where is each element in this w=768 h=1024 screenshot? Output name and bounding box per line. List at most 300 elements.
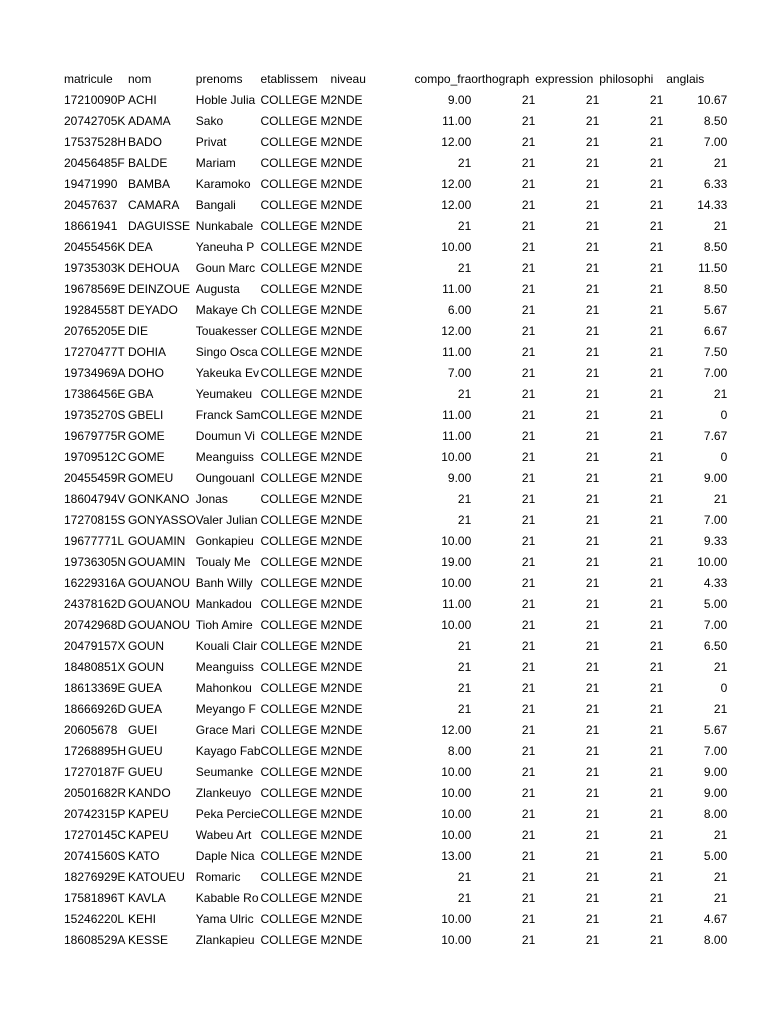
table-cell[interactable]: 21 — [585, 386, 600, 401]
table-cell[interactable]: 2NDE — [330, 386, 363, 401]
table-cell[interactable]: COLLEGE M — [260, 680, 331, 695]
table-cell[interactable]: GOUN — [128, 659, 164, 674]
table-cell[interactable]: COLLEGE M — [260, 575, 331, 590]
table-cell[interactable]: Yaneuha P — [195, 239, 255, 254]
table-cell[interactable]: Yakeuka Ev — [195, 365, 259, 380]
table-cell[interactable]: 6.67 — [703, 323, 728, 338]
table-cell[interactable]: 21 — [585, 932, 600, 947]
table-cell[interactable]: 19678569E — [64, 281, 126, 296]
table-cell[interactable]: GUEA — [128, 701, 163, 716]
table-cell[interactable]: COLLEGE M — [260, 92, 331, 107]
table-cell[interactable]: 21 — [713, 890, 728, 905]
table-cell[interactable]: 2NDE — [330, 617, 363, 632]
table-cell[interactable]: 17581896T — [64, 890, 125, 905]
table-cell[interactable]: 21 — [713, 659, 728, 674]
table-cell[interactable]: COLLEGE M — [260, 155, 331, 170]
table-cell[interactable]: 21 — [585, 680, 600, 695]
table-cell[interactable]: 20456485F — [64, 155, 125, 170]
table-cell[interactable]: ACHI — [128, 92, 157, 107]
table-cell[interactable]: 21 — [521, 260, 536, 275]
table-cell[interactable]: COLLEGE M — [260, 911, 331, 926]
table-cell[interactable]: Doumun Vi — [195, 428, 255, 443]
table-cell[interactable]: 9.00 — [447, 92, 472, 107]
table-cell[interactable]: Bangali — [195, 197, 236, 212]
table-cell[interactable]: 11.00 — [442, 113, 472, 128]
table-cell[interactable]: 21 — [585, 848, 600, 863]
table-cell[interactable]: 21 — [585, 785, 600, 800]
table-cell[interactable]: 21 — [649, 491, 664, 506]
table-cell[interactable]: 10.00 — [441, 617, 472, 632]
table-cell[interactable]: KAPEU — [128, 806, 169, 821]
table-cell[interactable]: 21 — [585, 764, 600, 779]
table-cell[interactable]: KATOUEU — [128, 869, 185, 884]
table-cell[interactable]: 21 — [649, 407, 664, 422]
table-cell[interactable]: 21 — [521, 659, 536, 674]
table-cell[interactable]: 2NDE — [330, 785, 363, 800]
table-cell[interactable]: 21 — [649, 281, 664, 296]
table-cell[interactable]: Meanguiss — [195, 449, 254, 464]
table-cell[interactable]: COLLEGE M — [260, 281, 331, 296]
table-cell[interactable]: Seumanke — [195, 764, 254, 779]
column-header[interactable]: orthograph — [471, 71, 530, 86]
table-cell[interactable]: 2NDE — [330, 533, 363, 548]
table-cell[interactable]: COLLEGE M — [260, 554, 331, 569]
column-header[interactable]: niveau — [330, 71, 366, 86]
table-cell[interactable]: 21 — [521, 407, 536, 422]
table-cell[interactable]: 21 — [521, 512, 536, 527]
table-cell[interactable]: 18661941 — [64, 218, 118, 233]
table-cell[interactable]: GOMEU — [128, 470, 174, 485]
table-cell[interactable]: 21 — [649, 260, 664, 275]
table-cell[interactable]: COLLEGE M — [260, 764, 331, 779]
table-cell[interactable]: Oungouanl — [195, 470, 255, 485]
table-cell[interactable]: 12.00 — [441, 134, 472, 149]
table-cell[interactable]: 21 — [521, 869, 536, 884]
table-cell[interactable]: 21 — [585, 827, 600, 842]
table-cell[interactable]: 2NDE — [330, 176, 363, 191]
table-cell[interactable]: 21 — [585, 596, 600, 611]
table-cell[interactable]: 17270815S — [64, 512, 126, 527]
table-cell[interactable]: 7.00 — [703, 512, 728, 527]
table-cell[interactable]: Meanguiss — [195, 659, 254, 674]
table-cell[interactable]: 21 — [649, 575, 664, 590]
table-cell[interactable]: 21 — [649, 218, 664, 233]
table-cell[interactable]: COLLEGE M — [260, 134, 331, 149]
table-cell[interactable]: 21 — [649, 806, 664, 821]
table-cell[interactable]: 21 — [521, 911, 536, 926]
table-cell[interactable]: KAPEU — [128, 827, 169, 842]
table-cell[interactable]: 21 — [585, 743, 600, 758]
table-cell[interactable]: 21 — [649, 239, 664, 254]
table-cell[interactable]: 2NDE — [330, 638, 363, 653]
table-cell[interactable]: 5.00 — [703, 848, 728, 863]
table-cell[interactable]: 21 — [649, 596, 664, 611]
table-cell[interactable]: 7.67 — [703, 428, 728, 443]
table-cell[interactable]: COLLEGE M — [260, 806, 331, 821]
table-cell[interactable]: COLLEGE M — [260, 827, 331, 842]
table-cell[interactable]: 20741560S — [64, 848, 126, 863]
table-cell[interactable]: COLLEGE M — [260, 533, 331, 548]
table-cell[interactable]: 21 — [521, 281, 536, 296]
table-cell[interactable]: GBA — [128, 386, 154, 401]
table-cell[interactable]: 11.00 — [442, 281, 472, 296]
table-cell[interactable]: 2NDE — [330, 218, 363, 233]
table-cell[interactable]: COLLEGE M — [260, 848, 331, 863]
table-cell[interactable]: Tioh Amire — [195, 617, 253, 632]
table-cell[interactable]: Makaye Ch — [195, 302, 257, 317]
table-cell[interactable]: 21 — [649, 680, 664, 695]
table-cell[interactable]: COLLEGE M — [260, 617, 331, 632]
table-cell[interactable]: Karamoko — [195, 176, 251, 191]
table-cell[interactable]: 20605678 — [64, 722, 118, 737]
table-cell[interactable]: 2NDE — [330, 365, 363, 380]
table-cell[interactable]: Sako — [195, 113, 224, 128]
table-cell[interactable]: 12.00 — [441, 197, 472, 212]
table-cell[interactable]: 21 — [649, 638, 664, 653]
table-cell[interactable]: Toualy Me — [195, 554, 251, 569]
table-cell[interactable]: 21 — [457, 260, 472, 275]
table-cell[interactable]: 7.00 — [703, 365, 728, 380]
table-cell[interactable]: COLLEGE M — [260, 743, 331, 758]
table-cell[interactable]: 18608529A — [64, 932, 126, 947]
table-cell[interactable]: GOUANOU — [128, 596, 191, 611]
table-cell[interactable]: 18276929E — [64, 869, 126, 884]
table-cell[interactable]: 2NDE — [330, 932, 363, 947]
table-cell[interactable]: 9.00 — [703, 470, 728, 485]
table-cell[interactable]: COLLEGE M — [260, 407, 331, 422]
table-cell[interactable]: 21 — [521, 491, 536, 506]
table-cell[interactable]: 21 — [521, 890, 536, 905]
table-cell[interactable]: 2NDE — [330, 743, 363, 758]
table-cell[interactable]: 21 — [521, 806, 536, 821]
table-cell[interactable]: 21 — [585, 533, 600, 548]
table-cell[interactable]: 21 — [585, 575, 600, 590]
table-cell[interactable]: 0 — [720, 449, 728, 464]
table-cell[interactable]: 21 — [521, 239, 536, 254]
column-header[interactable]: anglais — [666, 71, 705, 86]
table-cell[interactable]: Daple Nica — [195, 848, 255, 863]
table-cell[interactable]: 21 — [649, 365, 664, 380]
table-cell[interactable]: 21 — [585, 659, 600, 674]
table-cell[interactable]: 21 — [585, 281, 600, 296]
column-header[interactable]: nom — [128, 71, 152, 86]
table-cell[interactable]: 5.67 — [703, 302, 728, 317]
table-cell[interactable]: Romaric — [195, 869, 241, 884]
table-cell[interactable]: 21 — [521, 554, 536, 569]
table-cell[interactable]: 21 — [521, 470, 536, 485]
table-cell[interactable]: 21 — [713, 155, 728, 170]
table-cell[interactable]: 10.00 — [441, 533, 472, 548]
table-cell[interactable]: 4.67 — [703, 911, 728, 926]
table-cell[interactable]: 2NDE — [330, 722, 363, 737]
table-cell[interactable]: 2NDE — [330, 134, 363, 149]
table-cell[interactable]: 14.33 — [697, 197, 728, 212]
table-cell[interactable]: 8.00 — [703, 806, 728, 821]
table-cell[interactable]: 10.00 — [441, 806, 472, 821]
table-cell[interactable]: 21 — [457, 638, 472, 653]
table-cell[interactable]: 21 — [521, 134, 536, 149]
table-cell[interactable]: Hoble Julia — [195, 92, 256, 107]
table-cell[interactable]: Privat — [195, 134, 227, 149]
table-cell[interactable]: 4.33 — [703, 575, 728, 590]
table-cell[interactable]: COLLEGE M — [260, 386, 331, 401]
table-cell[interactable]: 5.67 — [703, 722, 728, 737]
table-cell[interactable]: 24378162D — [64, 596, 127, 611]
table-cell[interactable]: 21 — [713, 386, 728, 401]
table-cell[interactable]: 2NDE — [330, 554, 363, 569]
table-cell[interactable]: 5.00 — [703, 596, 728, 611]
table-cell[interactable]: 10.00 — [441, 764, 472, 779]
table-cell[interactable]: 21 — [649, 911, 664, 926]
table-cell[interactable]: 21 — [585, 911, 600, 926]
table-cell[interactable]: 21 — [457, 155, 472, 170]
table-cell[interactable]: KATO — [128, 848, 160, 863]
table-cell[interactable]: 18480851X — [64, 659, 126, 674]
table-cell[interactable]: 19679775R — [64, 428, 127, 443]
table-cell[interactable]: Touakesser — [195, 323, 258, 338]
table-cell[interactable]: COLLEGE M — [260, 638, 331, 653]
table-cell[interactable]: 10.00 — [441, 239, 472, 254]
table-cell[interactable]: 2NDE — [330, 680, 363, 695]
table-cell[interactable]: 20457637 — [64, 197, 118, 212]
table-cell[interactable]: 21 — [521, 344, 536, 359]
table-cell[interactable]: GOME — [128, 449, 165, 464]
table-cell[interactable]: 6.33 — [703, 176, 728, 191]
table-cell[interactable]: 17386456E — [64, 386, 126, 401]
table-cell[interactable]: 6.00 — [447, 302, 472, 317]
table-cell[interactable]: GOUAMIN — [128, 533, 186, 548]
table-cell[interactable]: Kayago Fab — [195, 743, 261, 758]
table-cell[interactable]: 8.00 — [447, 743, 472, 758]
table-cell[interactable]: DOHO — [128, 365, 164, 380]
table-cell[interactable]: 21 — [585, 155, 600, 170]
table-cell[interactable]: 21 — [649, 617, 664, 632]
table-cell[interactable]: 21 — [585, 323, 600, 338]
table-cell[interactable]: 7.00 — [703, 134, 728, 149]
table-cell[interactable]: COLLEGE M — [260, 197, 331, 212]
table-cell[interactable]: 12.00 — [441, 176, 472, 191]
table-cell[interactable]: COLLEGE M — [260, 932, 331, 947]
table-cell[interactable]: 0 — [720, 680, 728, 695]
table-cell[interactable]: GOUN — [128, 638, 164, 653]
table-cell[interactable]: 21 — [649, 554, 664, 569]
table-cell[interactable]: 2NDE — [330, 260, 363, 275]
table-cell[interactable]: 21 — [585, 239, 600, 254]
table-cell[interactable]: Yama Ulric — [195, 911, 254, 926]
table-cell[interactable]: GOUANOU — [128, 617, 191, 632]
table-cell[interactable]: 21 — [649, 155, 664, 170]
table-cell[interactable]: 2NDE — [330, 491, 363, 506]
table-cell[interactable]: DEHOUA — [128, 260, 180, 275]
table-cell[interactable]: DOHIA — [128, 344, 167, 359]
table-cell[interactable]: Gonkapieu — [195, 533, 254, 548]
table-cell[interactable]: 2NDE — [330, 848, 363, 863]
table-cell[interactable]: 12.00 — [441, 722, 472, 737]
table-cell[interactable]: 21 — [521, 680, 536, 695]
table-cell[interactable]: 21 — [521, 218, 536, 233]
table-cell[interactable]: 2NDE — [330, 239, 363, 254]
table-cell[interactable]: 21 — [649, 92, 664, 107]
table-cell[interactable]: 18666926D — [64, 701, 127, 716]
table-cell[interactable]: 21 — [585, 134, 600, 149]
table-cell[interactable]: 17270145C — [64, 827, 127, 842]
table-cell[interactable]: DIE — [128, 323, 149, 338]
table-cell[interactable]: 7.50 — [703, 344, 728, 359]
table-cell[interactable]: COLLEGE M — [260, 344, 331, 359]
table-cell[interactable]: 2NDE — [330, 659, 363, 674]
column-header[interactable]: etablissem — [260, 71, 318, 86]
table-cell[interactable]: Wabeu Art — [195, 827, 252, 842]
column-header[interactable]: compo_fra — [414, 71, 472, 86]
table-cell[interactable]: Yeumakeu — [195, 386, 253, 401]
table-cell[interactable]: 21 — [585, 806, 600, 821]
table-cell[interactable]: 21 — [521, 365, 536, 380]
table-cell[interactable]: 2NDE — [330, 827, 363, 842]
table-cell[interactable]: Kouali Clair — [195, 638, 258, 653]
table-cell[interactable]: 21 — [585, 428, 600, 443]
table-cell[interactable]: GONYASSO — [128, 512, 196, 527]
table-cell[interactable]: 7.00 — [703, 617, 728, 632]
table-cell[interactable]: 11.00 — [442, 428, 472, 443]
table-cell[interactable]: 21 — [457, 890, 472, 905]
table-cell[interactable]: 19.00 — [441, 554, 472, 569]
table-cell[interactable]: 21 — [649, 827, 664, 842]
table-cell[interactable]: 21 — [585, 449, 600, 464]
table-cell[interactable]: COLLEGE M — [260, 302, 331, 317]
table-cell[interactable]: 8.50 — [703, 239, 728, 254]
table-cell[interactable]: 11.00 — [442, 407, 472, 422]
table-cell[interactable]: 21 — [585, 365, 600, 380]
table-cell[interactable]: 21 — [521, 386, 536, 401]
table-cell[interactable]: COLLEGE M — [260, 512, 331, 527]
table-cell[interactable]: 20742315P — [64, 806, 126, 821]
table-cell[interactable]: 7.00 — [447, 365, 472, 380]
table-cell[interactable]: 10.00 — [441, 932, 472, 947]
table-cell[interactable]: 21 — [649, 869, 664, 884]
table-cell[interactable]: 21 — [713, 491, 728, 506]
table-cell[interactable]: 21 — [649, 134, 664, 149]
table-cell[interactable]: 21 — [521, 596, 536, 611]
table-cell[interactable]: 21 — [649, 722, 664, 737]
table-cell[interactable]: 21 — [457, 512, 472, 527]
table-cell[interactable]: 21 — [521, 302, 536, 317]
table-cell[interactable]: 21 — [649, 701, 664, 716]
table-cell[interactable]: COLLEGE M — [260, 890, 331, 905]
table-cell[interactable]: BADO — [128, 134, 163, 149]
table-cell[interactable]: Mankadou — [195, 596, 252, 611]
table-cell[interactable]: 21 — [585, 554, 600, 569]
table-cell[interactable]: 21 — [521, 449, 536, 464]
table-cell[interactable]: 17268895H — [64, 743, 127, 758]
table-cell[interactable]: 21 — [649, 785, 664, 800]
table-cell[interactable]: COLLEGE M — [260, 596, 331, 611]
table-cell[interactable]: GUEI — [128, 722, 158, 737]
table-cell[interactable]: 20455459R — [64, 470, 127, 485]
table-cell[interactable]: KAVLA — [128, 890, 166, 905]
table-cell[interactable]: BAMBA — [128, 176, 171, 191]
table-cell[interactable]: 10.67 — [697, 92, 728, 107]
table-cell[interactable]: 10.00 — [441, 575, 472, 590]
table-cell[interactable]: GOUAMIN — [128, 554, 186, 569]
table-cell[interactable]: Meyango F — [195, 701, 256, 716]
table-cell[interactable]: COLLEGE M — [260, 176, 331, 191]
table-cell[interactable]: 21 — [649, 113, 664, 128]
table-cell[interactable]: 21 — [521, 575, 536, 590]
table-cell[interactable]: 21 — [649, 323, 664, 338]
table-cell[interactable]: DEYADO — [128, 302, 178, 317]
table-cell[interactable]: 21 — [585, 344, 600, 359]
table-cell[interactable]: 11.00 — [442, 596, 472, 611]
table-cell[interactable]: 19734969A — [64, 365, 126, 380]
table-cell[interactable]: COLLEGE M — [260, 869, 331, 884]
table-cell[interactable]: 20742968D — [64, 617, 127, 632]
table-cell[interactable]: 8.50 — [703, 113, 728, 128]
table-cell[interactable]: 2NDE — [330, 764, 363, 779]
table-cell[interactable]: 21 — [521, 764, 536, 779]
table-cell[interactable]: 20501682R — [64, 785, 127, 800]
table-cell[interactable]: 6.50 — [703, 638, 728, 653]
table-cell[interactable]: 10.00 — [441, 449, 472, 464]
table-cell[interactable]: 21 — [457, 701, 472, 716]
table-cell[interactable]: COLLEGE M — [260, 785, 331, 800]
table-cell[interactable]: 19677771L — [64, 533, 125, 548]
table-cell[interactable]: 21 — [521, 176, 536, 191]
table-cell[interactable]: 2NDE — [330, 596, 363, 611]
table-cell[interactable]: 21 — [521, 785, 536, 800]
table-cell[interactable]: DAGUISSE — [128, 218, 191, 233]
table-cell[interactable]: 21 — [521, 92, 536, 107]
table-cell[interactable]: 21 — [521, 827, 536, 842]
table-cell[interactable]: 21 — [585, 701, 600, 716]
table-cell[interactable]: 19735270S — [64, 407, 126, 422]
table-cell[interactable]: 21 — [585, 302, 600, 317]
table-cell[interactable]: 0 — [720, 407, 728, 422]
table-cell[interactable]: Valer Julian — [195, 512, 258, 527]
table-cell[interactable]: 21 — [521, 701, 536, 716]
table-cell[interactable]: 21 — [649, 932, 664, 947]
table-cell[interactable]: 2NDE — [330, 575, 363, 590]
table-cell[interactable]: 21 — [457, 680, 472, 695]
table-cell[interactable]: GONKANO — [128, 491, 190, 506]
table-cell[interactable]: 21 — [521, 533, 536, 548]
column-header[interactable]: expression — [535, 71, 594, 86]
table-cell[interactable]: 21 — [713, 218, 728, 233]
table-cell[interactable]: 19284558T — [64, 302, 125, 317]
table-cell[interactable]: GBELI — [128, 407, 164, 422]
table-cell[interactable]: 2NDE — [330, 302, 363, 317]
table-cell[interactable]: 21 — [521, 848, 536, 863]
table-cell[interactable]: COLLEGE M — [260, 491, 331, 506]
table-cell[interactable]: 21 — [649, 890, 664, 905]
table-cell[interactable]: 21 — [585, 92, 600, 107]
table-cell[interactable]: 20765205E — [64, 323, 126, 338]
table-cell[interactable]: 21 — [585, 197, 600, 212]
table-cell[interactable]: 21 — [457, 386, 472, 401]
table-cell[interactable]: 10.00 — [697, 554, 728, 569]
table-cell[interactable]: 11.00 — [442, 344, 472, 359]
table-cell[interactable]: 2NDE — [330, 701, 363, 716]
table-cell[interactable]: 21 — [521, 323, 536, 338]
table-cell[interactable]: Banh Willy — [195, 575, 253, 590]
table-cell[interactable]: COLLEGE M — [260, 239, 331, 254]
table-cell[interactable]: Peka Percie — [195, 806, 261, 821]
table-cell[interactable]: 8.00 — [703, 932, 728, 947]
column-header[interactable]: philosophi — [599, 71, 654, 86]
table-cell[interactable]: KESSE — [128, 932, 169, 947]
table-cell[interactable]: COLLEGE M — [260, 218, 331, 233]
table-cell[interactable]: 2NDE — [330, 281, 363, 296]
column-header[interactable]: matricule — [64, 71, 113, 86]
